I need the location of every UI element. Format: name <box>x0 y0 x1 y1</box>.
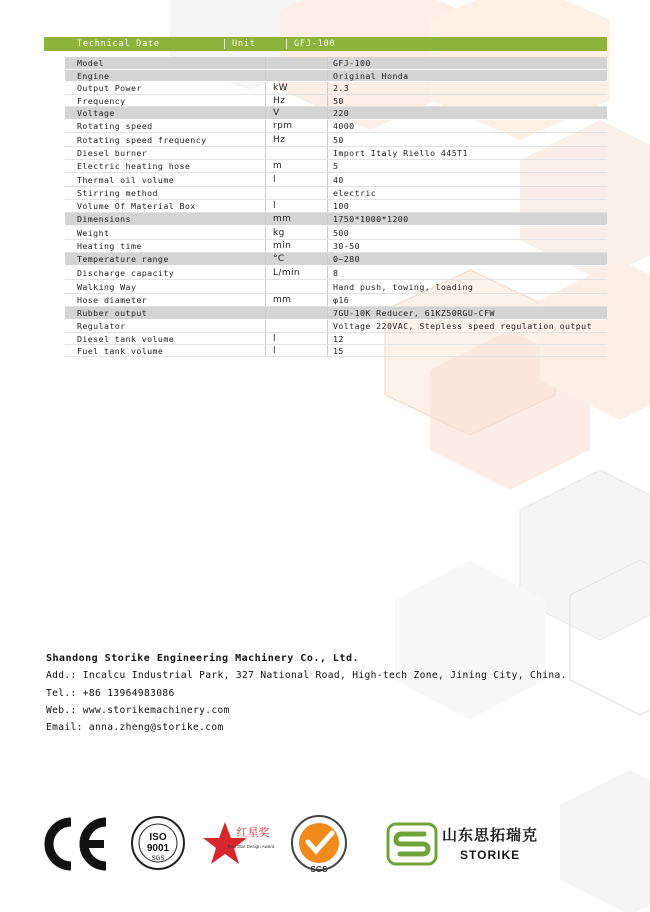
cell-unit: min <box>265 240 327 252</box>
table-row <box>65 266 607 280</box>
cell-unit: °C <box>265 253 327 265</box>
cell-item: Electric heating hose <box>77 161 191 171</box>
email-line: Email: anna.zheng@storike.com <box>46 722 224 734</box>
cell-value: 4000 <box>327 120 607 132</box>
cell-item: Regulator <box>77 321 126 331</box>
cell-value: 1750*1000*1200 <box>327 213 607 225</box>
company-name: Shandong Storike Engineering Machinery Co., Ltd. <box>46 653 359 664</box>
iso-seal-main: ISO <box>149 832 167 843</box>
table-row <box>65 120 607 133</box>
cell-unit <box>265 187 327 199</box>
cell-unit: l <box>265 333 327 344</box>
cell-unit: L/min <box>265 266 327 279</box>
cell-value: Hand push, towing, loading <box>327 280 607 293</box>
cell-item: Model <box>77 58 104 68</box>
iso-9001-seal-logo <box>130 810 186 876</box>
cell-item: Weight <box>77 227 110 238</box>
table-row <box>65 345 607 357</box>
table-row <box>65 333 607 345</box>
cell-item: Stirring method <box>77 188 158 198</box>
cell-value: 2.3 <box>327 82 607 94</box>
cell-value: 500 <box>327 226 607 239</box>
cell-unit: kg <box>265 226 327 239</box>
sgs-certification-logo <box>288 810 350 876</box>
red-star-cn: 红星奖 <box>236 826 270 839</box>
cell-value: φ16 <box>327 294 607 306</box>
cell-item: Rotating speed frequency <box>77 134 207 145</box>
cell-value: 40 <box>327 173 607 186</box>
cell-value: 30-50 <box>327 240 607 252</box>
sgs-text: SGS <box>310 865 328 874</box>
table-row <box>65 173 607 187</box>
cell-value: GFJ-100 <box>327 57 607 69</box>
cell-value: 50 <box>327 133 607 146</box>
table-row <box>65 226 607 240</box>
table-row <box>65 160 607 173</box>
cell-unit: l <box>265 173 327 186</box>
table-row <box>65 280 607 294</box>
table-row <box>65 253 607 266</box>
cell-value: 220 <box>327 107 607 119</box>
table-row <box>65 307 607 320</box>
table-body <box>65 57 607 357</box>
cell-unit <box>265 320 327 332</box>
cell-item: Voltage <box>77 108 115 118</box>
cell-value: Voltage 220VAC, Stepless speed regulation output <box>327 320 607 332</box>
cell-item: Frequency <box>77 95 126 106</box>
cell-unit: V <box>265 107 327 119</box>
table-row <box>65 294 607 307</box>
ce-mark-logo <box>40 814 112 874</box>
storike-brand-en: STORIKE <box>460 848 521 862</box>
storike-brand-cn: 山东思拓瑞克 <box>442 826 539 844</box>
cell-unit <box>265 147 327 159</box>
cell-unit: mm <box>265 294 327 306</box>
cell-unit: kW <box>265 82 327 94</box>
red-star-award-logo <box>203 818 279 872</box>
cell-item: Hose diameter <box>77 295 148 305</box>
cell-item: Temperature range <box>77 254 169 264</box>
cell-unit: l <box>265 200 327 212</box>
cell-unit: m <box>265 160 327 172</box>
web-line: Web.: www.storikemachinery.com <box>46 704 230 716</box>
table-row <box>65 240 607 253</box>
table-row <box>65 187 607 200</box>
cell-value: 0~280 <box>327 253 607 265</box>
cell-item: Fuel tank volume <box>77 345 164 356</box>
cell-item: Dimensions <box>77 214 131 224</box>
cell-value: 7GU-10K Reducer, 61KZ50RGU-CFW <box>327 307 607 319</box>
table-row <box>65 133 607 147</box>
cell-item: Volume Of Material Box <box>77 201 196 211</box>
table-row <box>65 82 607 95</box>
storike-brand-icon <box>386 822 438 866</box>
table-row <box>65 95 607 107</box>
cell-item: Output Power <box>77 83 142 93</box>
cell-item: Heating time <box>77 241 142 251</box>
cell-unit <box>265 307 327 319</box>
table-row <box>65 147 607 160</box>
cell-value: electric <box>327 187 607 199</box>
contact-block <box>46 650 567 736</box>
iso-seal-sgs: SGS <box>151 856 165 862</box>
cell-item: Walking Way <box>77 281 137 292</box>
table-row <box>65 213 607 226</box>
spec-table <box>44 37 607 357</box>
cell-value: 50 <box>327 95 607 106</box>
header-value: GFJ-100 <box>294 39 336 49</box>
address-line: Add.: Incalcu Industrial Park, 327 National Road, High-tech Zone, Jining City, China. <box>46 670 567 682</box>
header-item: Technical Date <box>44 39 225 49</box>
cell-value: 5 <box>327 160 607 172</box>
cell-unit: l <box>265 345 327 356</box>
cell-unit: rpm <box>265 120 327 132</box>
cell-value: Original Honda <box>327 70 607 81</box>
cell-item: Discharge capacity <box>77 267 175 278</box>
certification-logos <box>40 808 600 878</box>
cell-unit: mm <box>265 213 327 225</box>
table-row <box>65 200 607 213</box>
table-row <box>65 320 607 333</box>
cell-unit <box>265 57 327 69</box>
cell-item: Engine <box>77 70 110 81</box>
red-star-en: Red Star Design Award <box>227 844 275 849</box>
cell-value: 8 <box>327 266 607 279</box>
cell-value: 15 <box>327 345 607 356</box>
cell-unit: Hz <box>265 95 327 106</box>
cell-value: Import Italy Riello 445T1 <box>327 147 607 159</box>
cell-value: 12 <box>327 333 607 344</box>
cell-item: Rotating speed <box>77 121 153 131</box>
header-unit: Unit <box>225 39 287 49</box>
cell-item: Diesel tank volume <box>77 333 175 344</box>
cell-item: Rubber output <box>77 308 148 318</box>
table-row <box>65 57 607 70</box>
table-header <box>44 37 607 51</box>
cell-item: Diesel burner <box>77 148 148 158</box>
table-row <box>65 107 607 120</box>
iso-seal-number: 9001 <box>146 843 170 854</box>
cell-unit: Hz <box>265 133 327 146</box>
table-row <box>65 70 607 82</box>
cell-unit <box>265 70 327 81</box>
cell-value: 100 <box>327 200 607 212</box>
cell-unit <box>265 280 327 293</box>
cell-item: Thermal oil volume <box>77 174 175 185</box>
tel-line: Tel.: +86 13964983086 <box>46 687 175 699</box>
